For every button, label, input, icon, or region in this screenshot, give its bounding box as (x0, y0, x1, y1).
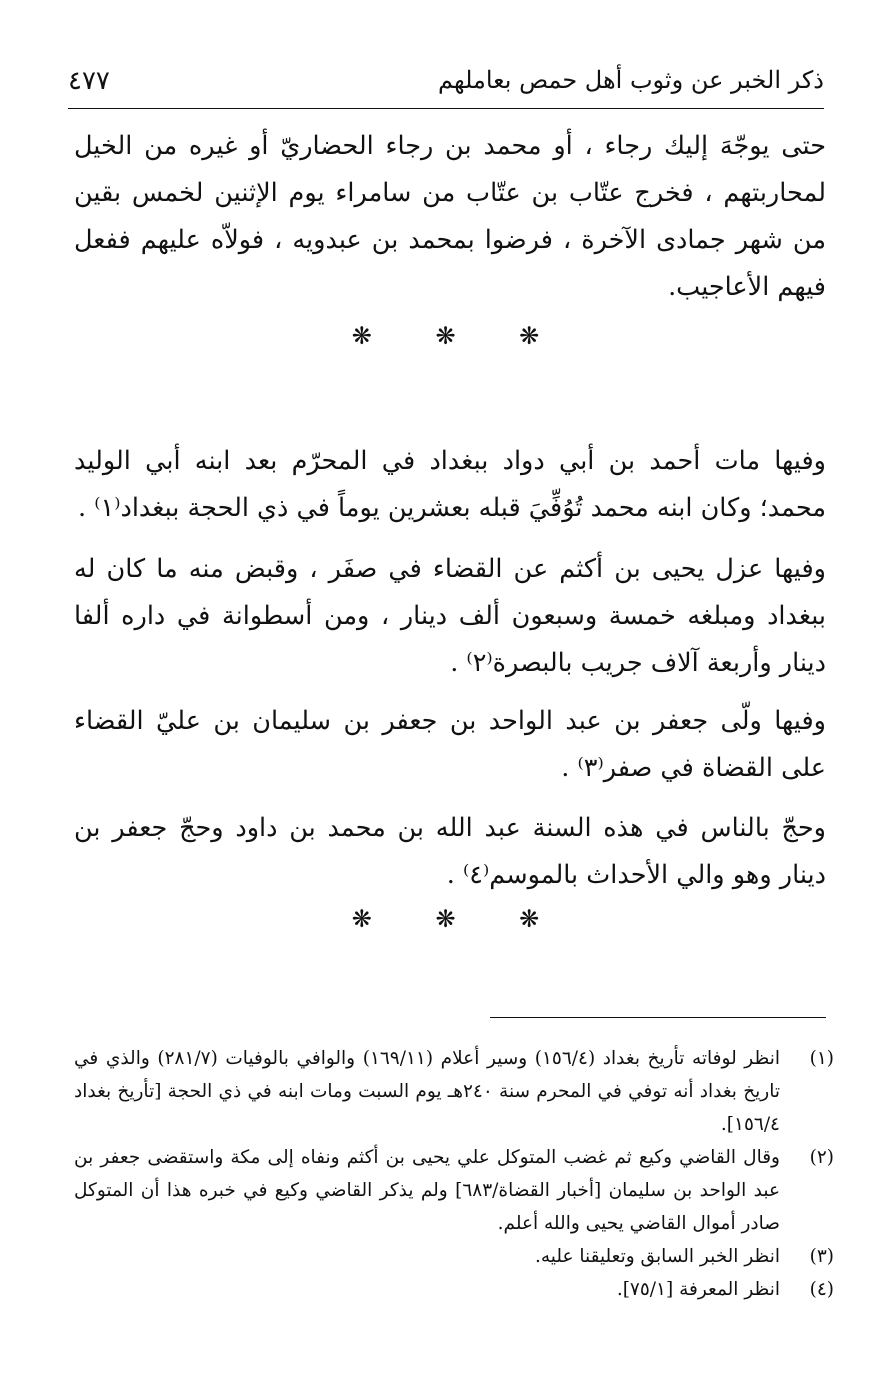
footnote (74, 1273, 834, 1306)
footnote-text: انظر الخبر السابق وتعليقنا عليه. (534, 1246, 780, 1267)
footnote (74, 1141, 834, 1240)
paragraph-text: حتى يوجّهَ إليك رجاء ، أو محمد بن رجاء الحضاريّ أو غيره من الخيل لمحاربتهم ، فخرج عتّاب بن عتّاب من سامراء يوم الإثنين لخمس بقين من شهر جمادى الآخرة ، فرضوا بمحمد بن عبدويه ، فولاّه عليهم ففعل فيهم الأعاجيب. (74, 131, 826, 302)
section-separator: ❋ ❋ ❋ (351, 322, 568, 350)
header-title: ذكر الخبر عن وثوب أهل حمص بعاملهم (438, 66, 824, 94)
body-paragraph (74, 546, 826, 687)
body-paragraph (74, 438, 826, 532)
body-paragraph (74, 805, 826, 899)
footnote-text: انظر لوفاته تأريخ بغداد (١٥٦/٤) وسير أعلام (١٦٩/١١) والوافي بالوفيات (٢٨١/٧) والذي في تاريخ بغداد أنه توفي في المحرم سنة ٢٤٠هـ يوم السبت ومات ابنه في ذي الحجة [تأريخ بغداد ١٥٦/٤]. (74, 1048, 781, 1135)
paragraph-text: وفيها مات أحمد بن أبي دواد ببغداد في المحرّم بعد ابنه أبي الوليد محمد؛ وكان ابنه محمد تُوُفِّيَ قبله بعشرين يوماً في ذي الحجة ببغداد⁽١⁾ . (74, 446, 826, 523)
footnote-number: (١) (809, 1048, 834, 1069)
body-paragraph (74, 698, 826, 792)
footnote-number: (٣) (809, 1246, 834, 1267)
footnote-number: (٢) (809, 1147, 834, 1168)
footnote-number: (٤) (809, 1279, 834, 1300)
footnote-text: انظر المعرفة [٧٥/١]. (616, 1279, 780, 1300)
footnotes (74, 1042, 834, 1306)
section-separator: ❋ ❋ ❋ (351, 905, 568, 933)
footnote-divider (490, 1017, 826, 1018)
footnote (74, 1042, 834, 1141)
footnote (74, 1240, 834, 1273)
body-paragraph (74, 123, 826, 311)
page-number: ٤٧٧ (68, 66, 110, 96)
paragraph-text: وفيها ولّى جعفر بن عبد الواحد بن جعفر بن سليمان بن عليّ القضاء على القضاة في صفر⁽٣⁾ . (74, 706, 826, 783)
paragraph-text: وحجّ بالناس في هذه السنة عبد الله بن محمد بن داود وحجّ جعفر بن دينار وهو والي الأحداث بالموسم⁽٤⁾ . (74, 813, 826, 890)
running-header (68, 60, 824, 109)
paragraph-text: وفيها عزل يحيى بن أكثم عن القضاء في صفَر ، وقبض منه ما كان له ببغداد ومبلغه خمسة وسبعون ألف دينار ، ومن أسطوانة في داره ألفا دينار وأربعة آلاف جريب بالبصرة⁽٢⁾ . (74, 554, 826, 678)
footnote-text: وقال القاضي وكيع ثم غضب المتوكل علي يحيى بن أكثم ونفاه إلى مكة واستقضى جعفر بن عبد الواحد بن سليمان [أخبار القضاة/٦٨٣] ولم يذكر القاضي وكيع في خبره هذا أن المتوكل صادر أموال القاضي يحيى والله أعلم. (74, 1147, 780, 1234)
